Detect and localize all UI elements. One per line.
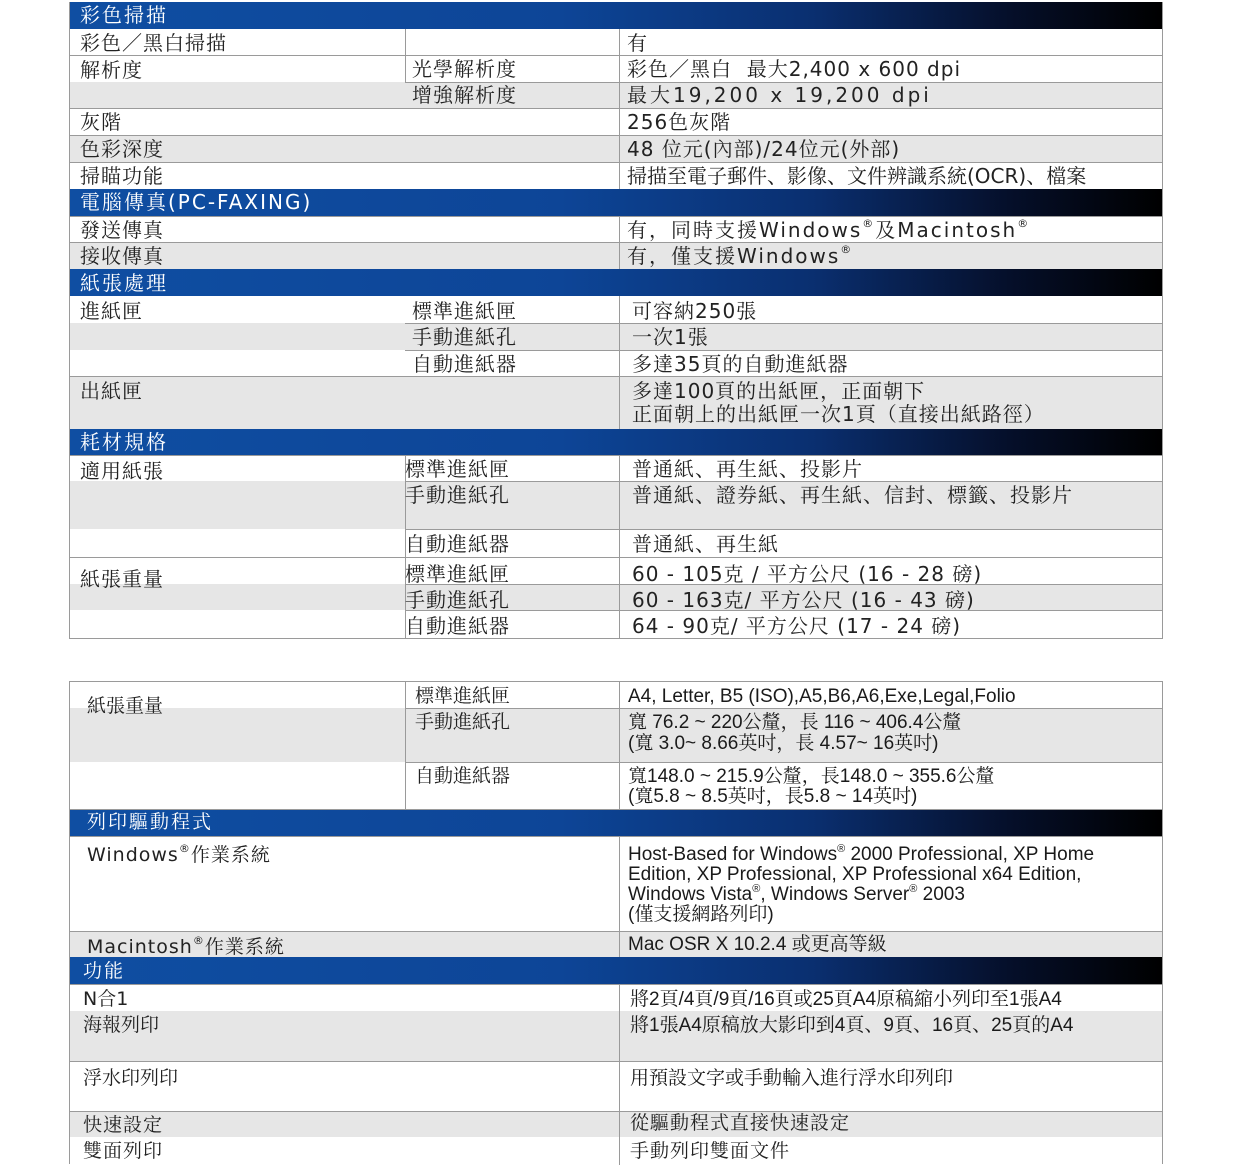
spec-value: 寬 76.2 ~ 220公釐，長 116 ~ 406.4公釐 [628,712,962,733]
spec-sublabel: 自動進紙器 [405,614,510,638]
divider [70,135,1162,136]
row-bg-enhanced-resolution [70,82,1162,108]
divider [70,216,1162,217]
divider [619,836,620,957]
divider [70,1111,1162,1112]
spec-value: 64 - 90克/ 平方公尺 (17 - 24 磅) [632,614,962,638]
section-title-consumables: 耗材規格 [80,430,168,454]
spec-value: 60 - 105克 / 平方公尺 (16 - 28 磅) [632,562,983,586]
spec-label: 雙面列印 [83,1140,164,1162]
spec-label: 浮水印列印 [83,1067,179,1089]
spec-value: 手動列印雙面文件 [630,1140,791,1162]
spec-value: Mac OSR X 10.2.4 或更高等級 [628,934,887,955]
section-title-scan: 彩色掃描 [80,3,168,27]
spec-label: 接收傳真 [80,244,164,268]
spec-value: 將2頁/4頁/9頁/16頁或25頁A4原稿縮小列印至1張A4 [630,989,1062,1010]
spec-label: 進紙匣 [80,299,143,323]
divider [70,376,1162,377]
divider [70,984,1162,985]
spec-label: Windows®作業系統 [87,842,271,866]
spec-label: 出紙匣 [80,379,143,403]
section-title-pc-fax: 電腦傳真(PC-FAXING) [80,190,313,214]
divider [405,529,1162,530]
divider [405,323,1162,324]
divider [405,481,1162,482]
divider [619,682,620,809]
spec-label: N合1 [83,988,129,1010]
spec-label: Macintosh®作業系統 [87,934,285,958]
spec-label: 紙張重量 [87,695,164,717]
spec-label: 灰階 [80,110,122,134]
row-bg-manual-size [70,708,1162,762]
spec-label: 適用紙張 [80,459,164,483]
section-header-scan [70,2,1162,29]
spec-label: 發送傳真 [80,218,164,242]
divider [70,557,1162,558]
spec-value: 掃描至電子郵件、影像、文件辨識系統(OCR)、檔案 [627,164,1087,188]
spec-value: 普通紙、再生紙、投影片 [632,457,863,481]
spec-sublabel: 自動進紙器 [415,765,511,787]
section-header-features [70,957,1162,984]
row-bg-weight-manual [70,584,1162,610]
spec-sublabel: 自動進紙器 [412,352,517,376]
spec-value: 有，同時支援Windows®及Macintosh® [627,217,1031,242]
divider [70,455,1162,456]
spec-sublabel: 光學解析度 [412,57,517,81]
spec-value: 多達100頁的出紙匣，正面朝下 [632,379,926,403]
spec-label: 快速設定 [83,1114,164,1136]
spec-value: 60 - 163克/ 平方公尺 (16 - 43 磅) [632,588,975,612]
section-header-driver [70,809,1162,836]
spec-value: 正面朝上的出紙匣一次1頁（直接出紙路徑） [632,402,1045,426]
divider [70,1061,1162,1062]
spec-value: Windows Vista®, Windows Server® 2003 [628,883,965,905]
divider [70,242,1162,243]
spec-sublabel: 標準進紙匣 [415,685,511,707]
spec-sublabel: 手動進紙孔 [405,483,510,507]
divider [619,216,620,269]
spec-sublabel: 增強解析度 [412,83,517,107]
divider [70,836,1162,837]
spec-value: 48 位元(內部)/24位元(外部) [627,137,901,161]
divider [405,29,406,82]
spec-value: 普通紙、證券紙、再生紙、信封、標籤、投影片 [632,483,1073,507]
section-title-paper-handling: 紙張處理 [80,271,168,295]
divider [70,162,1162,163]
spec-value: 有，僅支援Windows® [627,243,854,268]
spec-value: 用預設文字或手動輸入進行浮水印列印 [630,1068,954,1089]
spec-value: (寬 3.0~ 8.66英吋，長 4.57~ 16英吋) [628,733,939,754]
spec-value: Edition, XP Professional, XP Professional x64 Edition, [628,864,1082,885]
spec-sublabel: 標準進紙匣 [405,457,510,481]
spec-value: 可容納250張 [632,299,758,323]
divider [619,296,620,429]
spec-value: 256色灰階 [627,110,732,134]
spec-value: 多達35頁的自動進紙器 [632,352,849,376]
row-bg-manual-slot [70,323,1162,350]
spec-value: 普通紙、再生紙 [632,532,779,556]
spec-table-upper [69,2,1163,639]
spec-value: (僅支援網路列印) [628,904,774,925]
divider [619,984,620,1165]
row-bg-color-depth [70,135,1162,162]
divider [619,455,620,639]
spec-value: 一次1張 [632,325,709,349]
row-bg-receive-fax [70,242,1162,269]
spec-sublabel: 標準進紙匣 [405,562,510,586]
spec-label: 掃瞄功能 [80,164,164,188]
spec-label: 紙張重量 [80,567,164,591]
section-title-features: 功能 [83,960,126,982]
spec-value: A4, Letter, B5 (ISO),A5,B6,A6,Exe,Legal,Folio [628,686,1016,707]
spec-value: 從驅動程式直接快速設定 [630,1112,851,1134]
spec-value: 將1張A4原稿放大影印到4頁、9頁、16頁、25頁的A4 [630,1015,1074,1036]
divider [70,809,1162,810]
row-bg-quick-setup [70,1111,1162,1137]
spec-label: 彩色／黑白掃描 [80,31,227,55]
spec-sublabel: 手動進紙孔 [405,588,510,612]
divider [70,108,1162,109]
divider [405,350,1162,351]
divider [405,708,1162,709]
spec-sublabel: 手動進紙孔 [412,325,517,349]
spec-sublabel: 自動進紙器 [405,532,510,556]
spec-value: 有 [627,31,648,55]
spec-value: 寬148.0 ~ 215.9公釐，長148.0 ~ 355.6公釐 [628,766,995,787]
section-title-driver: 列印驅動程式 [87,811,214,833]
spec-value: 彩色／黑白 最大2,400 x 600 dpi [627,57,961,81]
spec-table-lower [69,681,1163,1164]
section-header-consumables [70,429,1162,455]
section-header-paper-handling [70,269,1162,296]
divider [70,55,1162,56]
spec-value: 最大19,200 x 19,200 dpi [627,83,932,107]
spec-label: 色彩深度 [80,137,164,161]
divider [405,682,406,809]
spec-label: 海報列印 [83,1014,160,1036]
spec-label: 解析度 [80,58,143,82]
divider [70,931,1162,932]
spec-sublabel: 手動進紙孔 [415,711,511,733]
divider [405,762,1162,763]
spec-value: (寬5.8 ~ 8.5英吋，長5.8 ~ 14英吋) [628,786,918,807]
divider [619,29,620,189]
spec-value: Host-Based for Windows® 2000 Professional, XP Home [628,843,1095,865]
spec-sublabel: 標準進紙匣 [412,299,517,323]
